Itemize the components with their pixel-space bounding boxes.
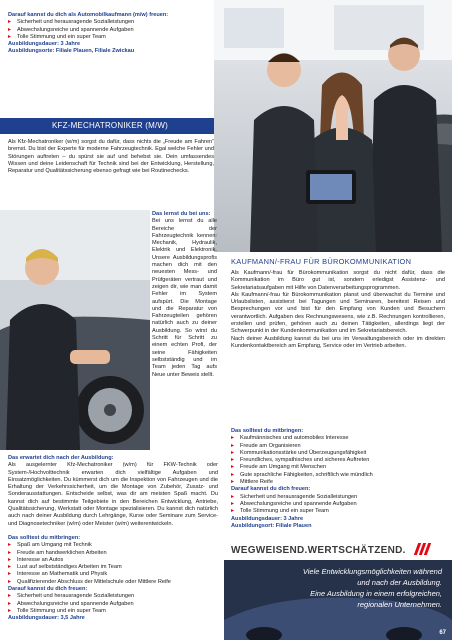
buero-p3: Nach deiner Ausbildung kannst du bei uns im Verwaltungsbereich oder im direkten Kundenkontaktbereich am Empfang, Service oder im Vertrieb arbeiten. xyxy=(231,335,445,349)
list-item: ▸ Mittlere Reife xyxy=(231,479,447,486)
quote-text xyxy=(224,566,442,610)
brand-slogan xyxy=(231,540,447,556)
quote-line-1: Viele Entwicklungsmöglichkeiten während xyxy=(302,567,442,576)
kfz-intro-text: Als Kfz-Mechatroniker (w/m) sorgst du dafür, dass nichts die „Freude am Fahren“ bremst. Du bist der Experte für moderne Fahrzeugtechnik. Egal welche Fehler und Störungen auftreten – du spürst sie auf und behebst sie. Dein umfassendes Wissen und deine Leidenschaft für Technik sind bei der Entwicklung, Herstellung, Reparatur und Qualitätssicherung ebenso gefragt wie bei Routinechecks. xyxy=(8,139,214,175)
kfz-joy-list xyxy=(8,593,222,615)
kfz-title: KFZ-MECHATRONIKER (M/W) xyxy=(52,121,168,130)
list-item: ▸ Kaufmännisches und automobiles Interesse xyxy=(231,435,447,442)
top-locations: Ausbildungsorte: Filiale Plauen, Filiale Zwickau xyxy=(8,48,135,55)
list-item: ▸ Sicherheit und herausragende Sozialleistungen xyxy=(8,593,222,600)
list-item: ▸ Abwechslungsreiche und spannende Aufgaben xyxy=(231,501,447,508)
list-item: ▸ Sicherheit und herausragende Sozialleistungen xyxy=(8,19,218,26)
kfz-learn-heading: Das lernst du bei uns: xyxy=(152,211,211,217)
workshop-team-photo xyxy=(214,0,452,252)
list-item: ▸ Freundliches, sympathisches und sicheres Auftreten xyxy=(231,457,447,464)
brand-stripes-icon xyxy=(416,542,431,559)
quote-line-3: Eine Ausbildung in einem erfolgreichen, xyxy=(310,589,442,598)
list-item: ▸ Qualifizierender Abschluss der Mittelschule oder Mittlere Reife xyxy=(8,579,222,586)
kfz-expect-heading: Das erwartet dich nach der Ausbildung: xyxy=(8,455,114,461)
mechatronic-photo xyxy=(0,210,150,450)
list-item: ▸ Abwechslungsreiche und spannende Aufgaben xyxy=(8,601,222,608)
kfz-intro xyxy=(8,139,214,175)
list-item: ▸ Freude am Organisieren xyxy=(231,443,447,450)
list-item: ▸ Freude am handwerklichen Arbeiten xyxy=(8,550,222,557)
list-item: ▸ Interesse an Autos xyxy=(8,557,222,564)
buero-location: Ausbildungsort: Filiale Plauen xyxy=(231,522,312,529)
list-item: ▸ Lust auf selbstständiges Arbeiten im Team xyxy=(8,564,222,571)
buero-p2: Als Kaufmann/-frau für Bürokommunikation planst und überwachst du Termine und Urlaubslisten, assistierst bei Tagungen und Seminaren, bereitest Reisen und Besprechungen vor und bist für den Empfang von Kunden und Besuchern verantwortlich. Aufgaben des Rechnungswesens, wie z.B. Rechnungen kontrollieren, erstellen und prüfen, gehören auch zu deinen Tätigkeiten, allerdings liegt der Schwerpunkt in der Kundenkommunikation und im Sekretariatsbereich. xyxy=(231,291,445,335)
list-item: ▸ Tolle Stimmung und ein super Team xyxy=(8,608,222,615)
list-item: ▸ Interesse an Mathematik und Physik xyxy=(8,571,222,578)
list-item: ▸ Spaß am Umgang mit Technik xyxy=(8,542,222,549)
kfz-expect xyxy=(8,455,218,528)
kfz-duration: Ausbildungsdauer: 3,5 Jahre xyxy=(8,615,85,622)
list-item: ▸ Sicherheit und herausragende Sozialleistungen xyxy=(231,494,447,501)
kfz-learn xyxy=(152,211,217,379)
list-item: ▸ Tolle Stimmung und ein super Team xyxy=(231,508,447,515)
buero-requirements xyxy=(231,428,447,530)
buero-duration: Ausbildungsdauer: 3 Jahre xyxy=(231,515,304,522)
kfz-requirements xyxy=(8,535,222,623)
page-number: 67 xyxy=(439,630,446,636)
list-item: ▸ Gute sprachliche Fähigkeiten, schriftlich wie mündlich xyxy=(231,472,447,479)
top-list xyxy=(8,19,218,41)
quote-panel xyxy=(224,560,452,640)
buero-joy-list xyxy=(231,494,447,516)
kfz-bring-heading: Das solltest du mitbringen: xyxy=(8,535,81,541)
kfz-bring-list xyxy=(8,542,222,586)
top-section xyxy=(8,12,218,56)
top-duration: Ausbildungsdauer: 3 Jahre xyxy=(8,41,81,48)
quote-line-4: regionalen Unternehmen. xyxy=(357,600,442,609)
quote-line-2: und nach der Ausbildung. xyxy=(357,578,442,587)
list-item: ▸ Abwechslungsreiche und spannende Aufgaben xyxy=(8,27,218,34)
kfz-title-band xyxy=(0,118,214,134)
list-item: ▸ Tolle Stimmung und ein super Team xyxy=(8,34,218,41)
kfz-expect-text: Als ausgelernter Kfz-Mechatroniker (w/m) für FKW-Technik oder System-/Hochvolttechnik erwarten dich vielfältige Aufgaben und Einsatzmöglichkeiten. Du kümmerst dich um die Inspektion von Fahrzeugen und die Erhaltung der Verkehrssicherheit, um die Montage von Zubehör, Zusatz- und Sonderausstattungen. Entscheide selbst, was dir am meisten Spaß macht. Du kannst dich auf bestimmte Teilgebiete in den Bereichen Entwicklung, Antriebe, Qualitätssicherung, Werkstatt oder Montage spezialisieren. Du kannst dich natürlich auch nach deiner Ausbildung durch Lehrgänge, Kurse oder Seminare zum Service- und Diagnosetechniker (w/m) oder Meister (w/m) weiterentwickeln. xyxy=(8,462,218,527)
slogan-text: WEGWEISEND.WERTSCHÄTZEND. xyxy=(231,545,406,556)
kfz-learn-text: Bei uns lernst du alle Bereiche der Fahrzeugtechnik kennen: Mechanik, Hydraulik, Elektrik und Elektronik. Unsere Ausbildungsprofis machen dich mit den neuesten Mess- und Prüfgeräten vertraut und zeigen dir, wie man damit Fehler im System aufspürt. Die Montage und die Reparatur von Fahrzeugteilen gehören natürlich auch zu deiner Ausbildung. So wirst du Schritt für Schritt zu einem echten Profi, der seine Fähigkeiten selbstständig und im Team jeden Tag aufs Neue unter Beweis stellt. xyxy=(152,218,217,378)
list-item: ▸ Freude am Umgang mit Menschen xyxy=(231,464,447,471)
buero-bring-list xyxy=(231,435,447,486)
top-heading: Darauf kannst du dich als Automobilkaufmann (m/w) freuen: xyxy=(8,12,169,18)
buero-title: KAUFMANN/-FRAU FÜR BÜROKOMMUNIKATION xyxy=(231,257,412,266)
list-item: ▸ Kommunikationsstärke und Überzeugungsfähigkeit xyxy=(231,450,447,457)
buero-p1: Als Kaufmann/-frau für Bürokommunikation sorgst du nicht dafür, dass die Kommunikation im Büro gut ist, sondern erledigst Assistenz- und Sekretariatsaufgaben mit Hilfe von Datenverarbeitungsprogrammen. xyxy=(231,270,445,291)
buero-bring-heading: Das solltest du mitbringen: xyxy=(231,428,304,434)
kfz-joy-heading: Darauf kannst du dich freuen: xyxy=(8,586,88,593)
buero-joy-heading: Darauf kannst du dich freuen: xyxy=(231,486,311,493)
buero-body xyxy=(231,270,445,350)
